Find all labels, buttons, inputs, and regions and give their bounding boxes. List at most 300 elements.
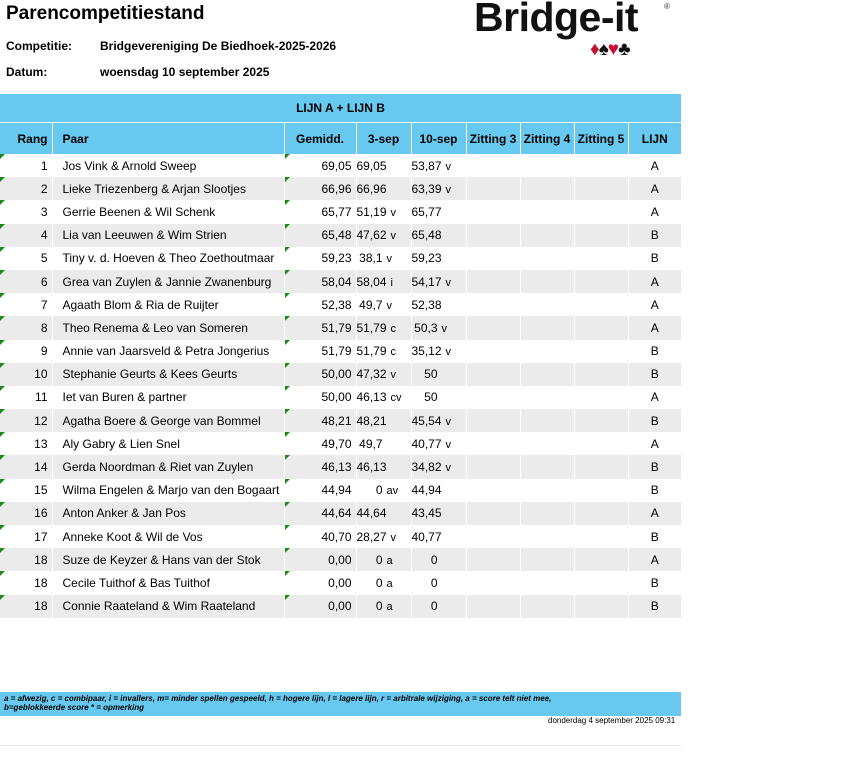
paar-cell: Anneke Koot & Wil de Vos: [52, 525, 284, 548]
rang-value: 15: [34, 483, 48, 498]
comment-marker-icon: [285, 455, 290, 460]
score-3-sep-cell: [356, 455, 411, 478]
score-mark: av: [386, 485, 399, 498]
zitting-3-cell: [466, 340, 520, 363]
datum-value: woensdag 10 september 2025: [100, 65, 270, 79]
header-gemiddeld: Gemidd.: [284, 123, 356, 154]
comment-marker-icon: [285, 247, 290, 252]
lijn-cell: B: [628, 571, 681, 594]
score-10-sep-cell: [411, 479, 466, 502]
zitting-5-cell: [574, 340, 628, 363]
score-10-sep-cell: [411, 502, 466, 525]
score-mark: v: [390, 531, 397, 544]
score-mark: c: [390, 322, 397, 335]
comment-marker-icon: [0, 270, 5, 275]
paar-cell: Suze de Keyzer & Hans van der Stok: [52, 548, 284, 571]
rang-value: 14: [34, 460, 48, 475]
table-row: [0, 432, 681, 455]
table-row: [0, 293, 681, 316]
score-value: 0: [430, 575, 438, 590]
comment-marker-icon: [0, 293, 5, 298]
table-row: [0, 595, 681, 618]
zitting-4-cell: [520, 571, 574, 594]
zitting-3-cell: [466, 502, 520, 525]
zitting-4-cell: [520, 432, 574, 455]
score-mark: a: [386, 577, 393, 590]
lijn-cell: B: [628, 247, 681, 270]
rang-cell: [0, 316, 52, 339]
score-value: 65,48: [411, 228, 442, 243]
rang-cell: [0, 595, 52, 618]
header-zitting-3: Zitting 3: [466, 123, 520, 154]
paar-cell: Iet van Buren & partner: [52, 386, 284, 409]
comment-marker-icon: [285, 432, 290, 437]
score-10-sep-cell: [411, 386, 466, 409]
page-title: Parencompetitiestand: [6, 3, 205, 24]
table-row: [0, 409, 681, 432]
score-10-sep-cell: [411, 595, 466, 618]
score-3-sep-cell: [356, 293, 411, 316]
lijn-cell: A: [628, 293, 681, 316]
score-3-sep-cell: [356, 548, 411, 571]
rang-value: 17: [34, 529, 48, 544]
score-mark: v: [445, 438, 452, 451]
table-row: [0, 224, 681, 247]
score-value: 49,7: [359, 297, 383, 312]
score-3-sep-cell: [356, 270, 411, 293]
table-row: [0, 386, 681, 409]
zitting-5-cell: [574, 270, 628, 293]
rang-cell: [0, 363, 52, 386]
score-value: 59,23: [411, 251, 442, 266]
paar-cell: Aly Gabry & Lien Snel: [52, 432, 284, 455]
zitting-5-cell: [574, 548, 628, 571]
comment-marker-icon: [285, 363, 290, 368]
score-mark: c: [390, 346, 397, 359]
diamond-icon: ♦: [590, 39, 600, 60]
comment-marker-icon: [285, 479, 290, 484]
score-mark: v: [445, 183, 452, 196]
table-row: [0, 571, 681, 594]
comment-marker-icon: [285, 200, 290, 205]
score-value: 40,77: [411, 436, 442, 451]
score-value: 51,19: [356, 204, 387, 219]
gemiddeld-value: 0,00: [328, 599, 352, 614]
table-body: [0, 154, 681, 618]
rang-value: 13: [34, 436, 48, 451]
gemiddeld-cell: [284, 270, 356, 293]
zitting-4-cell: [520, 177, 574, 200]
zitting-4-cell: [520, 595, 574, 618]
paar-cell: Annie van Jaarsveld & Petra Jongerius: [52, 340, 284, 363]
paar-cell: Theo Renema & Leo van Someren: [52, 316, 284, 339]
header-10-sep: 10-sep: [411, 123, 466, 154]
rang-value: 18: [34, 599, 48, 614]
lijn-cell: B: [628, 455, 681, 478]
legend-band: [0, 692, 681, 716]
paar-cell: Agatha Boere & George van Bommel: [52, 409, 284, 432]
zitting-3-cell: [466, 224, 520, 247]
zitting-5-cell: [574, 154, 628, 177]
gemiddeld-cell: [284, 479, 356, 502]
score-3-sep-cell: [356, 432, 411, 455]
zitting-5-cell: [574, 479, 628, 502]
comment-marker-icon: [0, 548, 5, 553]
rang-cell: [0, 502, 52, 525]
zitting-4-cell: [520, 270, 574, 293]
rang-cell: [0, 409, 52, 432]
comment-marker-icon: [0, 316, 5, 321]
score-value: 47,32: [356, 367, 387, 382]
score-value: 0: [375, 575, 383, 590]
table-row: [0, 316, 681, 339]
lijn-cell: B: [628, 363, 681, 386]
table-row: [0, 548, 681, 571]
score-value: 44,64: [356, 506, 387, 521]
score-10-sep-cell: [411, 200, 466, 223]
lijn-cell: A: [628, 432, 681, 455]
paar-cell: Anton Anker & Jan Pos: [52, 502, 284, 525]
score-value: 63,39: [411, 181, 442, 196]
zitting-4-cell: [520, 548, 574, 571]
paar-cell: Stephanie Geurts & Kees Geurts: [52, 363, 284, 386]
score-3-sep-cell: [356, 340, 411, 363]
score-mark: v: [386, 253, 392, 266]
gemiddeld-cell: [284, 247, 356, 270]
score-value: 48,21: [356, 413, 387, 428]
paar-cell: Grea van Zuylen & Jannie Zwanenburg: [52, 270, 284, 293]
gemiddeld-value: 66,96: [321, 181, 352, 196]
score-mark: v: [445, 160, 452, 173]
score-3-sep-cell: [356, 502, 411, 525]
header-rang: Rang: [0, 123, 52, 154]
score-10-sep-cell: [411, 177, 466, 200]
gemiddeld-cell: [284, 525, 356, 548]
zitting-4-cell: [520, 200, 574, 223]
score-mark: a: [386, 601, 393, 614]
zitting-4-cell: [520, 293, 574, 316]
score-value: 0: [430, 599, 438, 614]
score-mark: cv: [390, 392, 402, 405]
gemiddeld-cell: [284, 595, 356, 618]
print-timestamp: donderdag 4 september 2025 09:31: [548, 716, 676, 725]
table-row: [0, 270, 681, 293]
zitting-4-cell: [520, 316, 574, 339]
comment-marker-icon: [0, 224, 5, 229]
score-value: 0: [375, 599, 383, 614]
comment-marker-icon: [285, 154, 290, 159]
gemiddeld-cell: [284, 502, 356, 525]
gemiddeld-value: 0,00: [328, 552, 352, 567]
table-row: [0, 525, 681, 548]
comment-marker-icon: [0, 340, 5, 345]
comment-marker-icon: [0, 525, 5, 530]
paar-cell: Lieke Triezenberg & Arjan Slootjes: [52, 177, 284, 200]
rang-value: 10: [34, 367, 48, 382]
rang-cell: [0, 247, 52, 270]
score-3-sep-cell: [356, 200, 411, 223]
lijn-cell: A: [628, 154, 681, 177]
score-3-sep-cell: [356, 595, 411, 618]
score-10-sep-cell: [411, 571, 466, 594]
header-zitting-4: Zitting 4: [520, 123, 574, 154]
logo-text: Bridge-it: [474, 0, 639, 40]
score-value: 69,05: [356, 158, 387, 173]
table-row: [0, 247, 681, 270]
comment-marker-icon: [285, 340, 290, 345]
rang-cell: [0, 455, 52, 478]
gemiddeld-value: 69,05: [321, 158, 352, 173]
zitting-5-cell: [574, 455, 628, 478]
gemiddeld-value: 65,48: [321, 228, 352, 243]
zitting-5-cell: [574, 247, 628, 270]
rang-value: 16: [34, 506, 48, 521]
gemiddeld-value: 46,13: [321, 460, 352, 475]
gemiddeld-value: 65,77: [321, 204, 352, 219]
zitting-4-cell: [520, 455, 574, 478]
rang-value: 3: [40, 204, 48, 219]
spade-icon: ♠: [598, 39, 609, 60]
legend-line-1: a = afwezig, c = combipaar, i = invallers, m= minder spellen gespeeld, h = hogere lijn, l = lagere lijn, r = arbitrale wijziging, a = score telt niet mee,: [4, 694, 552, 703]
gemiddeld-value: 51,79: [321, 320, 352, 335]
gemiddeld-cell: [284, 340, 356, 363]
score-mark: v: [390, 230, 397, 243]
zitting-3-cell: [466, 200, 520, 223]
score-3-sep-cell: [356, 386, 411, 409]
rang-cell: [0, 154, 52, 177]
zitting-4-cell: [520, 525, 574, 548]
table-row: [0, 363, 681, 386]
gemiddeld-value: 51,79: [321, 344, 352, 359]
score-value: 0: [375, 552, 383, 567]
comment-marker-icon: [0, 595, 5, 600]
competitie-label: Competitie:: [6, 39, 72, 53]
score-10-sep-cell: [411, 432, 466, 455]
table-row: [0, 455, 681, 478]
comment-marker-icon: [0, 571, 5, 576]
rang-value: 1: [40, 158, 48, 173]
score-10-sep-cell: [411, 525, 466, 548]
comment-marker-icon: [285, 270, 290, 275]
zitting-5-cell: [574, 502, 628, 525]
score-3-sep-cell: [356, 363, 411, 386]
score-value: 52,38: [411, 297, 442, 312]
rang-value: 9: [40, 344, 48, 359]
zitting-3-cell: [466, 432, 520, 455]
score-10-sep-cell: [411, 409, 466, 432]
gemiddeld-cell: [284, 293, 356, 316]
rang-value: 12: [34, 413, 48, 428]
rang-value: 11: [35, 390, 48, 405]
gemiddeld-cell: [284, 455, 356, 478]
table-row: [0, 177, 681, 200]
score-value: 47,62: [356, 228, 387, 243]
zitting-4-cell: [520, 363, 574, 386]
zitting-5-cell: [574, 571, 628, 594]
zitting-5-cell: [574, 293, 628, 316]
gemiddeld-value: 49,70: [321, 436, 352, 451]
score-3-sep-cell: [356, 571, 411, 594]
comment-marker-icon: [285, 224, 290, 229]
score-value: 46,13: [356, 390, 387, 405]
datum-label: Datum:: [6, 65, 48, 79]
zitting-5-cell: [574, 525, 628, 548]
header-zitting-5: Zitting 5: [574, 123, 628, 154]
comment-marker-icon: [0, 386, 5, 391]
gemiddeld-cell: [284, 571, 356, 594]
rang-cell: [0, 293, 52, 316]
lijn-cell: B: [628, 479, 681, 502]
rang-cell: [0, 571, 52, 594]
score-value: 45,54: [411, 413, 442, 428]
score-10-sep-cell: [411, 340, 466, 363]
comment-marker-icon: [285, 316, 290, 321]
score-value: 43,45: [411, 506, 442, 521]
paar-cell: Cecile Tuithof & Bas Tuithof: [52, 571, 284, 594]
paar-cell: Connie Raateland & Wim Raateland: [52, 595, 284, 618]
table-row: [0, 479, 681, 502]
gemiddeld-value: 52,38: [321, 297, 352, 312]
comment-marker-icon: [0, 455, 5, 460]
table-header-row: [0, 123, 681, 154]
paar-cell: Tiny v. d. Hoeven & Theo Zoethoutmaar: [52, 247, 284, 270]
comment-marker-icon: [0, 432, 5, 437]
header-paar: Paar: [52, 123, 284, 154]
score-value: 38,1: [359, 251, 383, 266]
score-mark: v: [390, 369, 397, 382]
gemiddeld-cell: [284, 200, 356, 223]
score-value: 65,77: [411, 204, 442, 219]
card-suits: [590, 40, 630, 60]
score-3-sep-cell: [356, 409, 411, 432]
score-value: 35,12: [411, 344, 442, 359]
club-icon: ♣: [618, 39, 631, 60]
zitting-3-cell: [466, 316, 520, 339]
gemiddeld-cell: [284, 409, 356, 432]
footer-divider: [0, 745, 681, 746]
comment-marker-icon: [0, 247, 5, 252]
score-mark: i: [390, 276, 393, 289]
zitting-5-cell: [574, 363, 628, 386]
score-value: 51,79: [356, 320, 387, 335]
score-mark: v: [445, 415, 452, 428]
gemiddeld-value: 50,00: [321, 367, 352, 382]
registered-mark: ®: [664, 2, 670, 11]
score-3-sep-cell: [356, 247, 411, 270]
score-value: 0: [375, 483, 383, 498]
zitting-3-cell: [466, 386, 520, 409]
header-lijn: LIJN: [628, 123, 681, 154]
rang-cell: [0, 525, 52, 548]
paar-cell: Gerrie Beenen & Wil Schenk: [52, 200, 284, 223]
score-10-sep-cell: [411, 224, 466, 247]
zitting-5-cell: [574, 177, 628, 200]
lijn-cell: A: [628, 548, 681, 571]
score-value: 53,87: [411, 158, 442, 173]
lijn-cell: A: [628, 386, 681, 409]
competitie-value: Bridgevereniging De Biedhoek-2025-2026: [100, 39, 337, 53]
gemiddeld-value: 40,70: [321, 529, 352, 544]
zitting-5-cell: [574, 409, 628, 432]
comment-marker-icon: [0, 154, 5, 159]
comment-marker-icon: [0, 409, 5, 414]
score-mark: a: [386, 554, 393, 567]
score-value: 49,7: [359, 436, 383, 451]
comment-marker-icon: [285, 525, 290, 530]
gemiddeld-cell: [284, 177, 356, 200]
zitting-5-cell: [574, 316, 628, 339]
score-value: 46,13: [356, 460, 387, 475]
zitting-3-cell: [466, 409, 520, 432]
comment-marker-icon: [0, 479, 5, 484]
rang-value: 5: [40, 251, 48, 266]
zitting-3-cell: [466, 479, 520, 502]
zitting-4-cell: [520, 386, 574, 409]
score-value: 28,27: [356, 529, 387, 544]
gemiddeld-cell: [284, 386, 356, 409]
zitting-3-cell: [466, 525, 520, 548]
score-10-sep-cell: [411, 293, 466, 316]
score-10-sep-cell: [411, 363, 466, 386]
lijn-cell: A: [628, 177, 681, 200]
score-value: 58,04: [356, 274, 387, 289]
score-3-sep-cell: [356, 224, 411, 247]
lijn-cell: B: [628, 409, 681, 432]
score-value: 44,94: [411, 483, 442, 498]
score-mark: v: [390, 206, 397, 219]
gemiddeld-value: 0,00: [328, 575, 352, 590]
comment-marker-icon: [0, 200, 5, 205]
score-10-sep-cell: [411, 270, 466, 293]
gemiddeld-cell: [284, 363, 356, 386]
zitting-5-cell: [574, 386, 628, 409]
score-10-sep-cell: [411, 548, 466, 571]
comment-marker-icon: [285, 409, 290, 414]
score-3-sep-cell: [356, 154, 411, 177]
comment-marker-icon: [285, 502, 290, 507]
gemiddeld-cell: [284, 224, 356, 247]
lijn-cell: B: [628, 224, 681, 247]
rang-cell: [0, 177, 52, 200]
zitting-5-cell: [574, 432, 628, 455]
comment-marker-icon: [285, 595, 290, 600]
lijn-cell: A: [628, 200, 681, 223]
comment-marker-icon: [0, 177, 5, 182]
gemiddeld-value: 44,64: [321, 506, 352, 521]
zitting-3-cell: [466, 270, 520, 293]
score-value: 50,3: [414, 320, 438, 335]
rang-cell: [0, 479, 52, 502]
score-mark: v: [441, 322, 447, 335]
zitting-4-cell: [520, 224, 574, 247]
score-10-sep-cell: [411, 455, 466, 478]
comment-marker-icon: [285, 571, 290, 576]
legend-line-2: b=geblokkeerde score * = opmerking: [4, 703, 145, 712]
score-mark: v: [445, 276, 452, 289]
score-3-sep-cell: [356, 316, 411, 339]
zitting-3-cell: [466, 455, 520, 478]
rang-cell: [0, 340, 52, 363]
comment-marker-icon: [285, 386, 290, 391]
standings-table: [0, 123, 681, 618]
bridge-it-logo: [474, 0, 674, 66]
rang-cell: [0, 270, 52, 293]
rang-value: 18: [34, 552, 48, 567]
score-value: 50: [424, 367, 438, 382]
zitting-5-cell: [574, 224, 628, 247]
score-value: 34,82: [411, 460, 442, 475]
zitting-3-cell: [466, 548, 520, 571]
